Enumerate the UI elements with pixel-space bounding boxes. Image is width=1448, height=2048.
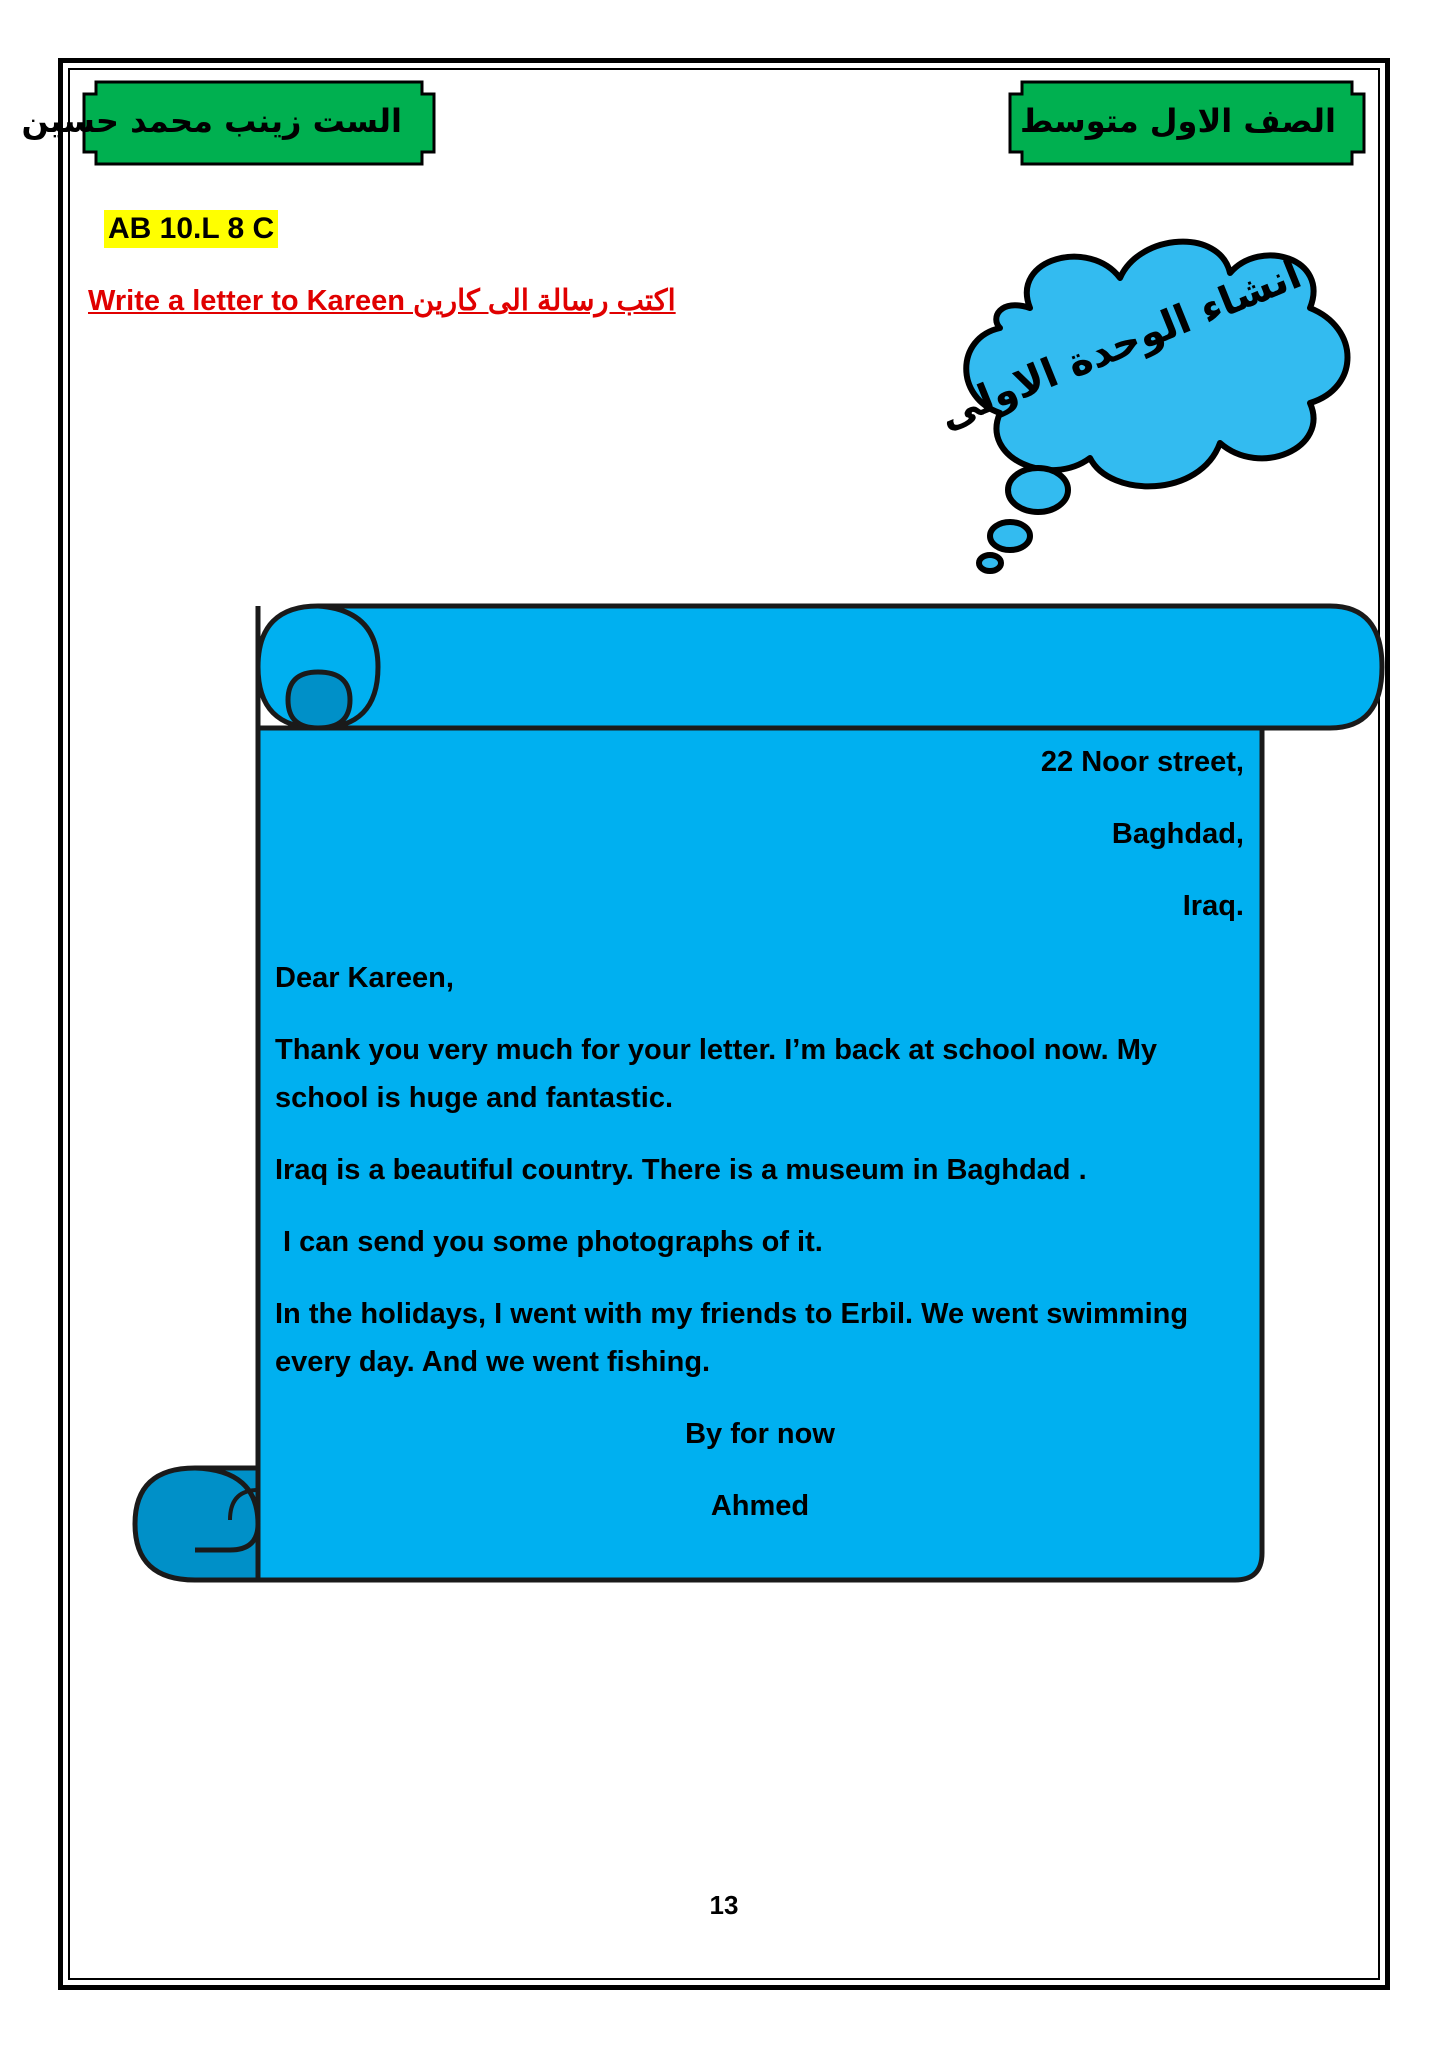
address-country: Iraq. <box>1182 890 1244 922</box>
address-city: Baghdad, <box>1111 818 1244 850</box>
writing-instruction: Write a letter to Kareen اكتب رسالة الى كارين <box>88 285 676 317</box>
letter-paragraph-3: I can send you some photographs of it. <box>275 1226 823 1258</box>
letter-paragraph-2: Iraq is a beautiful country. There is a museum in Baghdad . <box>275 1154 1087 1186</box>
letter-closing: By for now <box>685 1418 835 1450</box>
teacher-name: الست زينب محمد حسين <box>21 102 402 140</box>
address-street: 22 Noor street, <box>1040 746 1244 778</box>
page-number: 13 <box>709 1890 739 1920</box>
letter-paragraph-4: In the holidays, I went with my friends to Erbil. We went swimming every day. And we went fishing. <box>275 1298 1189 1378</box>
letter-paragraph-1: Thank you very much for your letter. I’m back at school now. My school is huge and fantastic. <box>275 1034 1158 1114</box>
grade-label: الصف الاول متوسط <box>1019 102 1336 140</box>
lesson-code: AB 10.L 8 C <box>104 210 278 248</box>
cloud-text: انشاء الوحدة الاولى <box>932 251 1308 439</box>
letter-signature: Ahmed <box>710 1490 810 1522</box>
letter-greeting: Dear Kareen, <box>275 962 454 994</box>
